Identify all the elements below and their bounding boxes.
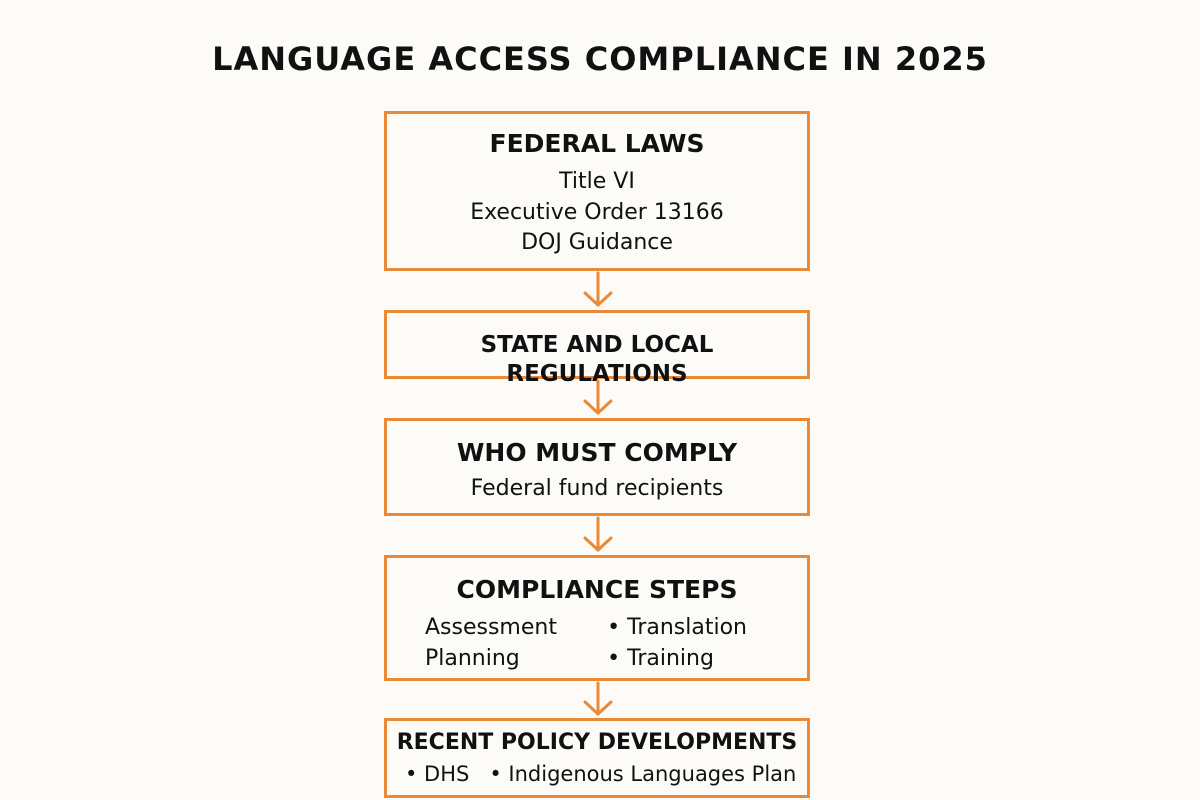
federal-law-item: DOJ Guidance [521,229,673,255]
compliance-steps-heading: COMPLIANCE STEPS [456,575,738,604]
federal-laws-box [384,111,810,271]
compliance-step: • Training [607,646,714,672]
federal-laws-heading: FEDERAL LAWS [489,129,705,158]
state-local-box [384,310,810,387]
state-local-heading: STATE AND LOCAL REGULATIONS [480,332,714,387]
who-must-comply-heading: WHO MUST COMPLY [456,438,738,467]
compliance-step: • Translation [607,615,747,641]
federal-law-item: Title VI [559,169,635,195]
recent-developments-list [387,757,807,788]
compliance-steps-right-column [607,613,747,675]
compliance-steps-box [384,555,810,681]
recent-developments-heading: RECENT POLICY DEVELOPMENTS [396,730,798,755]
recent-development-item: • Indigenous Languages Plan [489,761,797,786]
federal-law-item: Executive Order 13166 [470,199,724,225]
recent-developments-box [384,718,810,798]
arrow-federal-to-state [585,273,611,305]
who-must-comply-box [384,418,810,516]
compliance-step: Planning [425,646,520,672]
recent-development-item: • DHS [405,761,470,786]
compliance-step: Assessment [425,615,557,641]
arrow-who-to-steps [585,518,611,550]
compliance-steps-list [387,605,807,675]
compliance-steps-left-column [425,613,557,675]
who-must-comply-item: Federal fund recipients [470,476,724,502]
arrow-steps-to-recent [585,683,611,714]
page-title: LANGUAGE ACCESS COMPLIANCE IN 2025 [212,40,988,78]
